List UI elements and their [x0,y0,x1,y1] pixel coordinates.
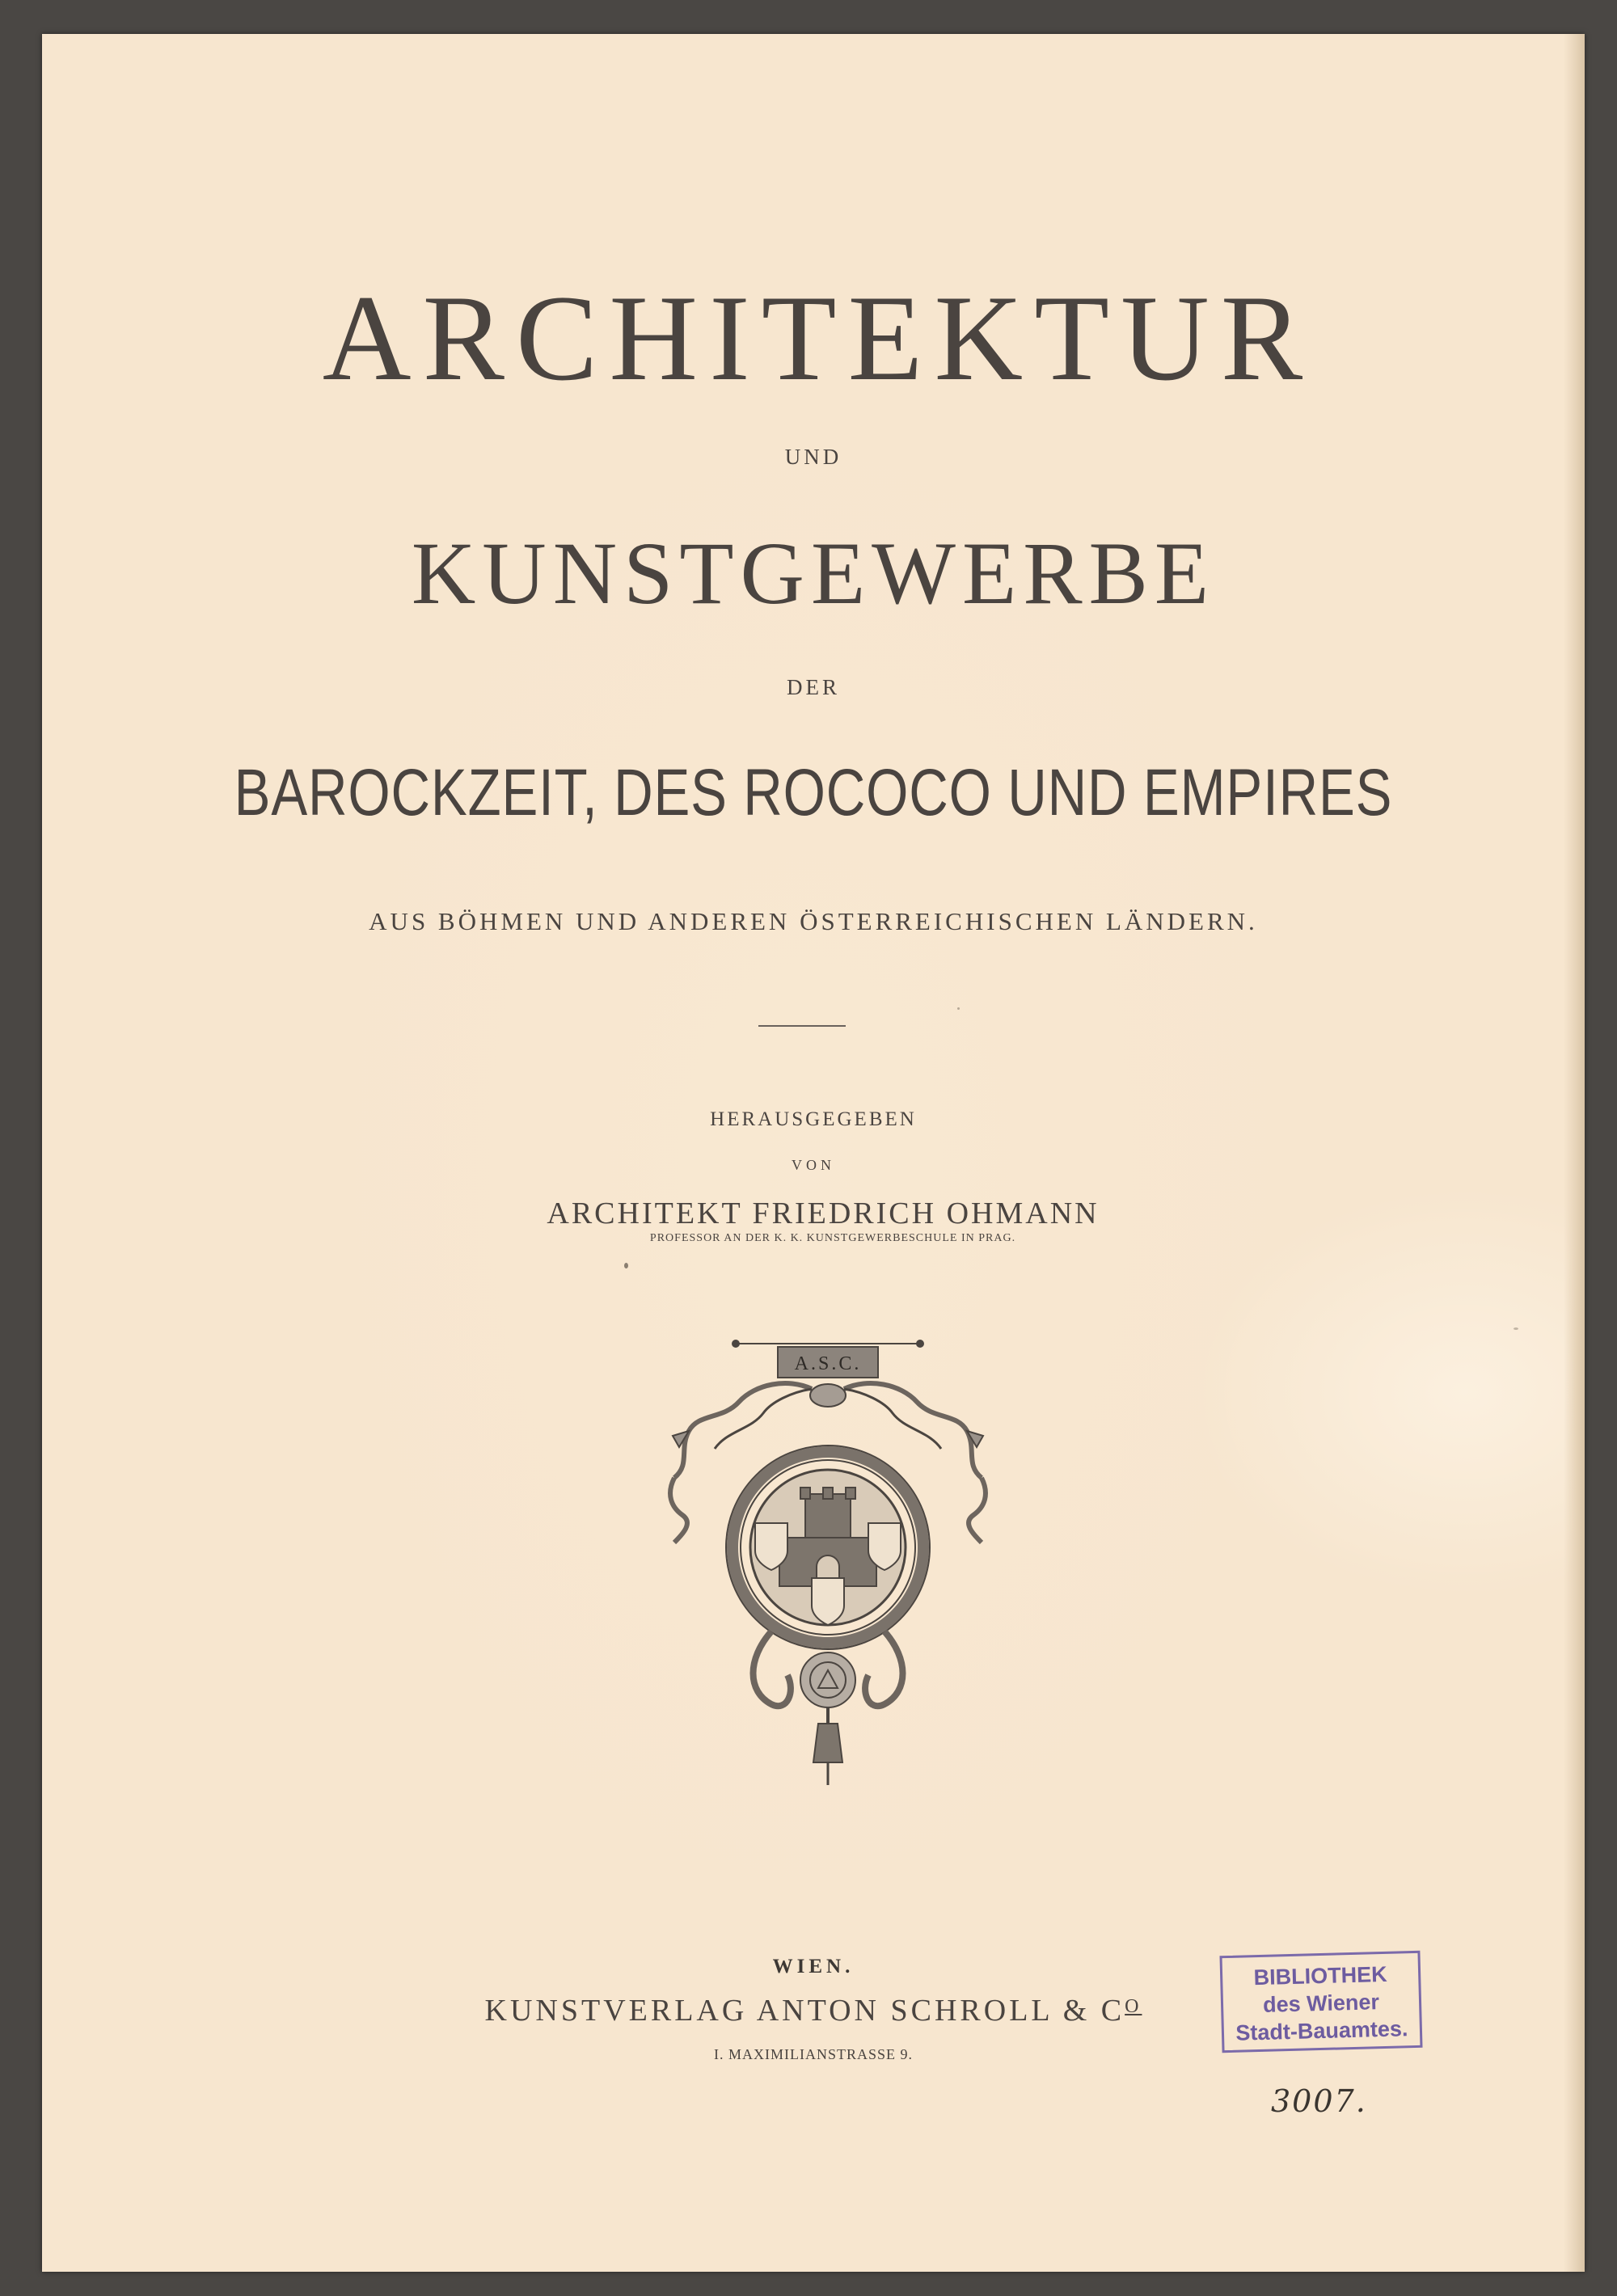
editor-name: ARCHITEKT FRIEDRICH OHMANN [547,1197,1100,1230]
shield-bottom-icon [812,1578,844,1625]
main-title: ARCHITEKTUR [322,270,1315,406]
stamp-line-3: Stadt-Bauamtes. [1235,2016,1408,2045]
publisher-name: KUNSTVERLAG ANTON SCHROLL & C [484,1994,1125,2028]
article-der: DER [787,675,840,699]
conjunction-und: UND [784,445,842,469]
heraldic-emblem [650,1336,1006,1788]
stamp-line-1: BIBLIOTHEK [1253,1961,1388,1990]
von-label: VON [792,1157,835,1173]
publisher-city: WIEN. [772,1956,855,1977]
region-subtitle: AUS BÖHMEN UND ANDEREN ÖSTERREICHISCHEN LÄNDERN. [369,907,1258,935]
stamp-line-2: des Wiener [1262,1990,1380,2017]
library-stamp [1219,1951,1422,2053]
pendant-medal [800,1652,855,1707]
title-page [42,34,1585,2272]
paper-speck [624,1263,628,1268]
shield-right-icon [868,1523,901,1570]
plaque-text: A.S.C. [794,1353,862,1374]
herausgegeben-label: HERAUSGEGEBEN [710,1108,917,1130]
paper-speck [957,1007,960,1010]
paper-speck [1514,1327,1518,1330]
shield-left-icon [755,1523,787,1570]
publisher-address: I. MAXIMILIANSTRASSE 9. [713,2046,913,2062]
editor-position: PROFESSOR AN DER K. K. KUNSTGEWERBESCHULE IN PRAG. [649,1232,1016,1244]
tassel [813,1724,842,1762]
second-title: KUNSTGEWERBE [411,524,1216,623]
publisher-name-suffix: O [1125,1996,1142,2017]
era-title: BAROCKZEIT, DES ROCOCO UND EMPIRES [234,756,1393,829]
handwritten-number: 3007. [1271,2083,1367,2119]
divider-rule [758,1025,846,1027]
